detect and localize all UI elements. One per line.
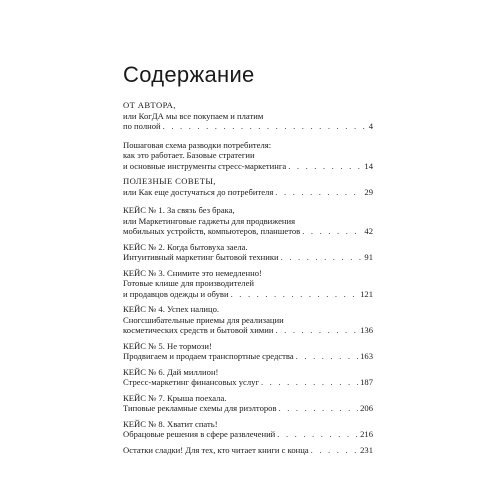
toc-entry-line: как это работает. Базовые стратегии — [123, 150, 255, 160]
toc-entry-line: Интуитивный маркетинг бытовой техники — [123, 252, 279, 262]
toc-entry-line: КЕЙС № 8. Хватит спать! — [123, 418, 218, 429]
toc-entry-line: или Маркетинговые гаджеты для продвижения — [123, 215, 296, 226]
toc-entry-line: КЕЙС № 6. Дай миллион! — [123, 366, 219, 377]
toc-entry-last-line — [123, 351, 373, 362]
toc-entry-line: Типовые рекламные схемы для риэлторов — [123, 403, 277, 413]
dot-leader — [231, 289, 359, 300]
page-number: 42 — [364, 226, 373, 236]
toc-entry — [123, 445, 373, 456]
dot-leader — [279, 403, 359, 414]
dot-leader — [163, 121, 367, 132]
toc-entry — [123, 205, 373, 237]
dot-leader — [277, 429, 358, 440]
toc-entry-last-line — [123, 377, 373, 388]
page-number: 91 — [364, 252, 373, 262]
toc-entry-last-line — [123, 325, 373, 336]
toc-entry-line: и основные инструменты стресс-маркетинга — [123, 160, 287, 171]
toc-entry-line: КЕЙС № 2. Когда бытовуха заела. — [123, 241, 248, 252]
page-number: 121 — [360, 288, 373, 299]
page-number: 231 — [360, 444, 373, 455]
toc-entry-last-line — [123, 429, 373, 440]
toc-entry — [123, 304, 373, 336]
page-number: 187 — [360, 377, 373, 387]
toc-entry-last-line — [123, 445, 373, 456]
dot-leader — [275, 187, 362, 198]
toc-entry-last-line — [123, 403, 373, 414]
toc-entry-line: Пошаговая схема разводки потребителя: — [123, 139, 272, 150]
toc-entry — [123, 242, 373, 263]
page-number: 14 — [364, 160, 373, 171]
page-number: 4 — [368, 121, 373, 131]
toc-entry-line: Продвигаем и продаем транспортные средства — [123, 351, 294, 361]
toc-entry-line: ПОЛЕЗНЫЕ СОВЕТЫ, — [123, 176, 216, 186]
page-title: Содержание — [123, 62, 255, 87]
toc-entry — [123, 140, 373, 172]
toc-entry-line: и продавцов одежды и обуви — [123, 288, 229, 299]
page-number: 136 — [360, 325, 373, 335]
dot-leader — [261, 377, 358, 388]
toc-entry-line: Готовые клише для производителей — [123, 278, 255, 288]
toc-entry-last-line — [123, 226, 373, 237]
toc-entry-line: Остатки сладки! Для тех, кто читает книги с конца — [123, 444, 309, 455]
toc-entry-line: или КогДА мы все покупаем и платим — [123, 110, 264, 121]
toc-entry-line: Стресс-маркетинг финансовых услуг — [123, 377, 259, 387]
toc-entry-line: КЕЙС № 4. Успех налицо. — [123, 304, 220, 314]
toc-entry — [123, 268, 373, 300]
page-number: 29 — [364, 186, 373, 197]
dot-leader — [302, 226, 362, 237]
page-number: 216 — [360, 429, 373, 439]
dot-leader — [281, 252, 363, 263]
toc-entry-line: или Как еще достучаться до потребителя — [123, 186, 274, 197]
dot-leader — [288, 161, 362, 172]
toc-entry-line: Обрацовые решения в сфере развлечений — [123, 429, 276, 439]
toc-entry — [123, 100, 373, 132]
toc-entry — [123, 367, 373, 388]
toc-entry-last-line — [123, 187, 373, 198]
toc-entry-line: мобильных устройств, компьютеров, планшетов — [123, 226, 301, 236]
page-number: 206 — [360, 403, 373, 413]
toc-entry-line: ОТ АВТОРА, — [123, 100, 176, 110]
toc-entry-line: Сногсшибательные приемы для реализации — [123, 314, 284, 325]
toc-entry-last-line — [123, 289, 373, 300]
toc-entry — [123, 393, 373, 414]
page-number: 163 — [360, 351, 373, 361]
table-of-contents — [123, 100, 373, 460]
toc-entry — [123, 341, 373, 362]
toc-entry-last-line — [123, 252, 373, 263]
toc-entry-line: КЕЙС № 3. Снимите это немедленно! — [123, 267, 262, 278]
dot-leader — [311, 445, 358, 456]
toc-entry — [123, 176, 373, 197]
dot-leader — [275, 325, 358, 336]
toc-entry-line: КЕЙС № 1. За связь без брака, — [123, 205, 235, 215]
toc-entry-line: КЕЙС № 5. Не тормози! — [123, 340, 212, 351]
toc-entry-last-line — [123, 121, 373, 132]
toc-entry-last-line — [123, 161, 373, 172]
toc-entry-line: косметических средств и бытовой химии — [123, 325, 274, 335]
dot-leader — [296, 351, 358, 362]
toc-entry — [123, 419, 373, 440]
toc-entry-line: по полной — [123, 121, 161, 131]
toc-entry-line: КЕЙС № 7. Крыша поехала. — [123, 392, 227, 403]
